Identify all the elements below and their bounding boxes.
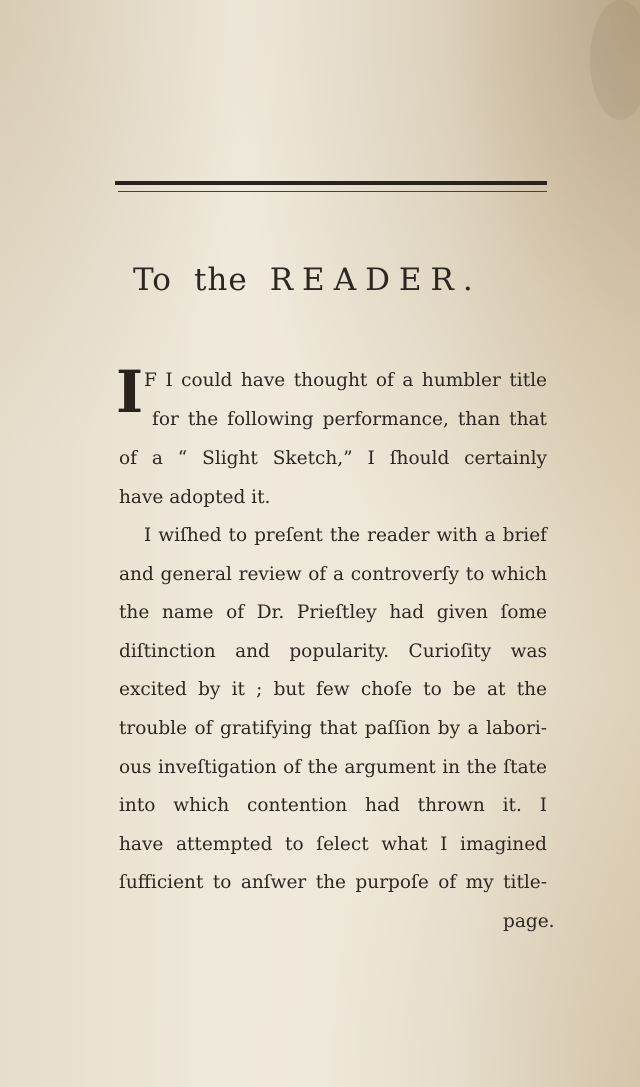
text-line: have attempted to ſelect what I imagined <box>119 834 547 855</box>
text-line: I wiſhed to preſent the reader with a brief <box>144 525 547 546</box>
text-line: trouble of gratifying that paſſion by a labori- <box>119 718 547 739</box>
catchword: page. <box>503 911 555 932</box>
text-line: ous inveſtigation of the argument in the ſtate <box>119 757 547 778</box>
page-title <box>133 262 482 298</box>
text-line: ſufficient to anſwer the purpoſe of my title- <box>119 872 547 893</box>
header-rule-thin <box>118 191 547 192</box>
paper-stain <box>590 0 640 120</box>
title-word-to: To <box>133 262 172 298</box>
text-line: for the following performance, than that <box>152 409 547 430</box>
header-rule-thick <box>115 181 547 185</box>
drop-cap: I <box>116 358 144 426</box>
title-word-reader: READER. <box>269 262 482 298</box>
title-word-the: the <box>193 262 248 298</box>
text-line: F I could have thought of a humbler title <box>144 370 547 391</box>
text-line: the name of Dr. Prieſtley had given ſome <box>119 602 547 623</box>
text-line: have adopted it. <box>119 487 271 508</box>
text-line: diſtinction and popularity. Curioſity was <box>119 641 547 662</box>
text-line: of a “ Slight Sketch,” I ſhould certainly <box>119 448 547 469</box>
text-line: into which contention had thrown it. I <box>119 795 547 816</box>
text-line: and general review of a controverſy to which <box>119 564 547 585</box>
text-line: excited by it ; but few choſe to be at the <box>119 679 547 700</box>
